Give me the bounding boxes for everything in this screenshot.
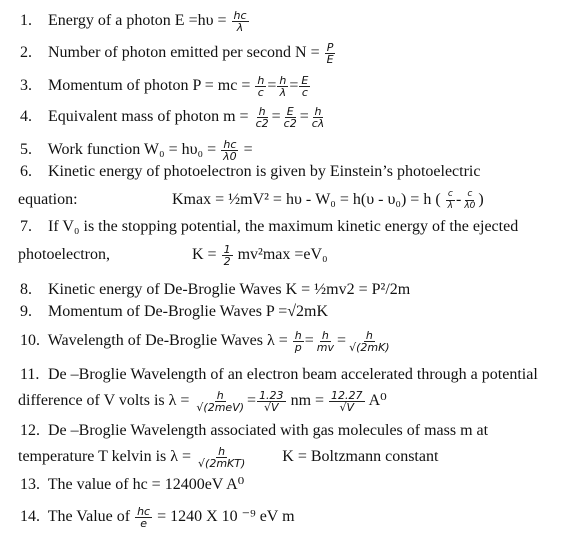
formula-1 [0,10,250,33]
formula-12-cont: temperature T kelvin is λ = $\frac{h}{\text{√(2mKT)}}$ K = Boltzmann constant [18,445,439,470]
fraction: $\frac{hc}{e}$ [137,505,151,530]
fraction: $\frac{E}{c}$ [301,74,309,99]
fraction: $\frac{c}{\lambda 0}$ [464,189,476,211]
fraction: $\frac{P}{E}$ [326,41,334,66]
item-number: 4. [20,108,32,126]
item-number: 9. [20,303,32,320]
formula-text: Equivalent mass of photon m = [48,108,249,126]
formula-text: Work function W₀ = hυ₀ = [47,141,217,159]
item-number: 2. [20,44,32,62]
fraction: $\frac{h}{p}$ [294,329,302,354]
formula-9 [0,303,328,321]
formula-7 [0,218,518,236]
fraction: $\frac{1}{2}$ [223,243,231,268]
fraction: $\frac{hc}{\lambda}$ [233,9,247,34]
fraction: $\frac{h}{c}$ [257,74,265,99]
formula-2 [0,42,337,65]
item-number: 12. [20,422,40,439]
item-number: 11. [20,366,40,383]
formula-3: 3. Momentum of photon P = mc = $\frac{h}{c}$ = $\frac{h}{\lambda}$ = $\frac{E}{c}$ [0,75,311,98]
item-number: 5. [20,141,32,159]
formula-text: De –Broglie Wavelength of an electron beam accelerated through a potential [48,366,538,383]
fraction: $\frac{1.23}{√V}$ [259,389,284,414]
fraction: $\frac{h}{c\lambda}$ [311,105,325,130]
item-number: 10. [20,332,40,350]
fraction: $\frac{h}{c2}$ [255,105,269,130]
fraction: $\frac{h}{\text{√(2mKT)}}$ [198,445,246,470]
formula-10: 10. Wavelength of De-Broglie Waves λ = $\frac{h}{p}$ = $\frac{h}{mv}$ = $\frac{h}{√(2mK)}$ [0,330,393,353]
fraction: $\frac{h}{√(2mK)}$ [349,329,390,354]
formula-13 [0,476,244,494]
formula-text: If V₀ is the stopping potential, the maximum kinetic energy of the ejected [48,218,519,235]
formula-12 [0,422,488,440]
fraction: $\frac{h}{\lambda}$ [279,74,287,99]
fraction: $\frac{h}{\text{√(2meV)}}$ [196,389,245,414]
fraction: $\frac{hc}{\lambda 0}$ [223,138,237,163]
fraction: $\frac{E}{c2}$ [283,105,297,130]
formula-11 [0,366,538,384]
formula-text: Kinetic energy of De-Broglie Waves K = ½mv2 = P²/2m [48,281,411,298]
formula-6-cont: equation: Kmax = ½mV² = hυ - W₀ = h(υ - υ₀) = h ( $\frac{c}{\lambda}$ - $\frac{c}{\lambda 0}$ ) [18,189,484,211]
formula-text: Energy of a photon E =hυ = [48,12,227,30]
formula-text: Number of photon emitted per second N = [48,44,320,62]
fraction: $\frac{c}{\lambda}$ [447,189,453,211]
formula-8 [0,281,410,299]
item-number: 14. [20,508,40,526]
item-number: 3. [20,77,32,95]
item-number: 13. [20,476,40,493]
fraction: $\frac{h}{mv}$ [316,329,335,354]
formula-text: De –Broglie Wavelength associated with gas molecules of mass m at [48,422,489,439]
item-number: 8. [20,281,32,298]
formula-6 [0,163,480,181]
formula-text: Momentum of photon P = mc = [48,77,251,95]
formula-text: Wavelength of De-Broglie Waves λ = [47,332,288,350]
formula-7-cont: photoelectron, K = $\frac{1}{2}$ mv²max =eV₀ [18,243,328,268]
formula-14: 14. The Value of $\frac{hc}{e}$ = 1240 X 10 ⁻⁹ eV m [0,506,295,529]
fraction: $\frac{12.27}{√V}$ [331,389,363,414]
formula-text: Momentum of De-Broglie Waves P =√2mK [48,303,329,320]
formula-text: The Value of [47,508,131,526]
formula-4: 4. Equivalent mass of photon m = $\frac{h}{c2}$ = $\frac{E}{c2}$ = $\frac{h}{c\lambda}$ [0,106,327,129]
formula-text: The value of hc = 12400eV A⁰ [47,476,245,493]
formula-11-cont: difference of V volts is λ = $\frac{h}{\text{√(2meV)}}$ = $\frac{1.23}{√V}$ nm = $\frac{12.27}{√V}$ A⁰ [18,389,387,414]
item-number: 7. [20,218,32,235]
item-number: 6. [20,163,32,180]
formula-text: Kinetic energy of photoelectron is given by Einstein’s photoelectric [48,163,481,180]
item-number: 1. [20,12,32,30]
formula-5: 5. Work function W₀ = hυ₀ = $\frac{hc}{\lambda 0}$ = [0,139,253,162]
